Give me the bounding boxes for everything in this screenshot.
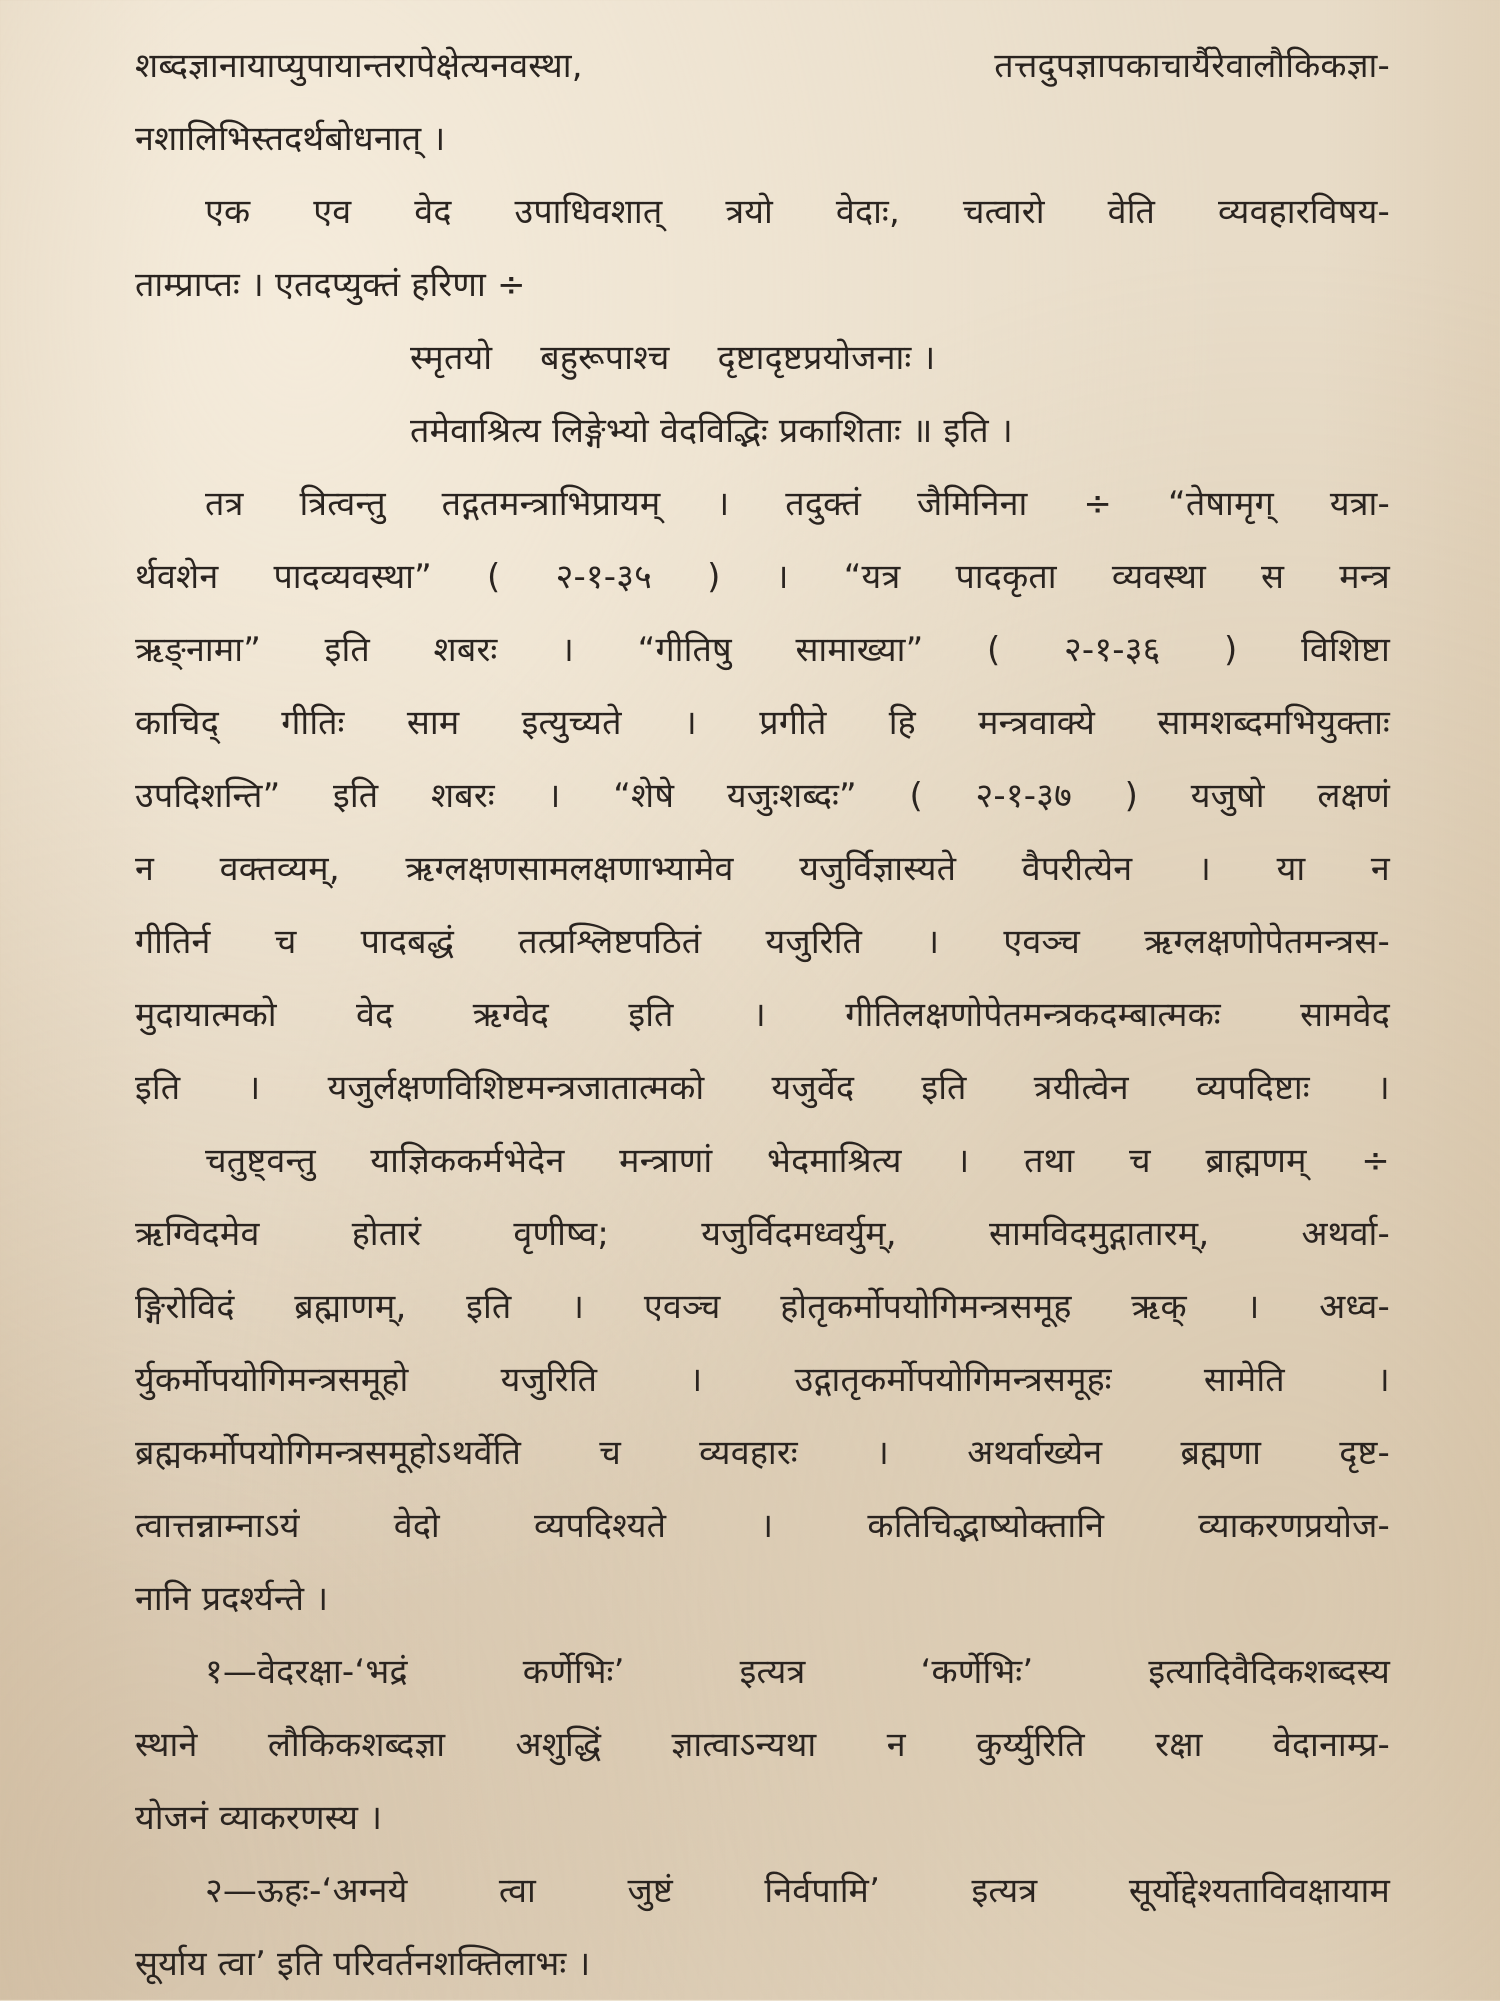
text-line-19: र्युकर्मोपयोगिमन्त्रसमूहो यजुरिति । उद्गातृकर्मोपयोगिमन्त्रसमूहः सामेति । xyxy=(135,1360,1390,1400)
text-line-24: स्थाने लौकिकशब्दज्ञा अशुद्धिं ज्ञात्वाऽन्यथा न कुर्य्युरिति रक्षा वेदानाम्प्र- xyxy=(135,1725,1390,1765)
text-line-27: सूर्याय त्वा’ इति परिवर्तनशक्तिलाभः । xyxy=(135,1944,591,1984)
verse-word-2: बहुरूपाश्च xyxy=(540,338,670,378)
text-line-1: शब्दज्ञानायाप्युपायान्तरापेक्षेत्यनवस्था, तत्तदुपज्ञापकाचार्यैरेवालौकिकज्ञा- xyxy=(135,46,1390,86)
text-line-3: एक एव वेद उपाधिवशात् त्रयो वेदाः, चत्वारो वेति व्यवहारविषय- xyxy=(205,192,1390,232)
verse-word-3: दृष्टादृष्टप्रयोजनाः । xyxy=(717,338,936,378)
text-line-7: तत्र त्रित्वन्तु तद्गतमन्त्राभिप्रायम् । तदुक्तं जैमिनिना ÷ “तेषामृग् यत्रा- xyxy=(205,484,1390,524)
text-line-23: १—वेदरक्षा-‘भद्रं कर्णेभिः’ इत्यत्र ‘कर्णेभिः’ इत्यादिवैदिकशब्दस्य xyxy=(205,1652,1390,1692)
text-line-16: चतुष्ट्वन्तु याज्ञिककर्मभेदेन मन्त्राणां भेदमाश्रित्य । तथा च ब्राह्मणम् ÷ xyxy=(205,1141,1390,1181)
verse-line-1 xyxy=(135,322,1390,395)
text-line-8: र्थवशेन पादव्यवस्था” ( २-१-३५ ) । “यत्र पादकृता व्यवस्था स मन्त्र xyxy=(135,557,1390,597)
text-line-11: उपदिशन्ति” इति शबरः । “शेषे यजुःशब्दः” ( २-१-३७ ) यजुषो लक्षणं xyxy=(135,776,1390,816)
text-line-20: ब्रह्मकर्मोपयोगिमन्त्रसमूहोऽथर्वेति च व्यवहारः । अथर्वाख्येन ब्रह्मणा दृष्ट- xyxy=(135,1433,1390,1473)
text-line-14: मुदायात्मको वेद ऋग्वेद इति । गीतिलक्षणोपेतमन्त्रकदम्बात्मकः सामवेद xyxy=(135,995,1390,1035)
text-line-2: नशालिभिस्तदर्थबोधनात् । xyxy=(135,119,446,159)
text-line-17: ऋग्विदमेव होतारं वृणीष्व; यजुर्विदमध्वर्युम्, सामविदमुद्गातारम्, अथर्वा- xyxy=(135,1214,1390,1254)
text-line-13: गीतिर्न च पादबद्धं तत्प्रश्लिष्टपठितं यजुरिति । एवञ्च ऋग्लक्षणोपेतमन्त्रस- xyxy=(135,922,1390,962)
text-line-4: ताम्प्राप्तः । एतदप्युक्तं हरिणा ÷ xyxy=(135,265,526,305)
text-line-21: त्वात्तन्नाम्नाऽयं वेदो व्यपदिश्यते । कतिचिद्भाष्योक्तानि व्याकरणप्रयोज- xyxy=(135,1506,1390,1546)
text-line-10: काचिद् गीतिः साम इत्युच्यते । प्रगीते हि मन्त्रवाक्ये सामशब्दमभियुक्ताः xyxy=(135,703,1390,743)
text-line-18: ङ्गिरोविदं ब्रह्माणम्, इति । एवञ्च होतृकर्मोपयोगिमन्त्रसमूह ऋक् । अध्व- xyxy=(135,1287,1390,1327)
text-line-15: इति । यजुर्लक्षणविशिष्टमन्त्रजातात्मको यजुर्वेद इति त्रयीत्वेन व्यपदिष्टाः । xyxy=(135,1068,1390,1108)
verse-word-1: स्मृतयो xyxy=(410,338,493,378)
text-line-22: नानि प्रदर्श्यन्ते । xyxy=(135,1579,329,1619)
text-line-12: न वक्तव्यम्, ऋग्लक्षणसामलक्षणाभ्यामेव यजुर्विज्ञास्यते वैपरीत्येन । या न xyxy=(135,849,1390,889)
text-line-25: योजनं व्याकरणस्य । xyxy=(135,1798,383,1838)
text-line-9: ऋङ्नामा” इति शबरः । “गीतिषु सामाख्या” ( २-१-३६ ) विशिष्टा xyxy=(135,630,1390,670)
verse-line-2: तमेवाश्रित्य लिङ्गेभ्यो वेदविद्भिः प्रकाशिताः ॥ इति । xyxy=(410,411,1013,451)
text-line-26: २—ऊहः-‘अग्नये त्वा जुष्टं निर्वपामि’ इत्यत्र सूर्योद्देश्यताविवक्षायाम xyxy=(205,1871,1390,1911)
